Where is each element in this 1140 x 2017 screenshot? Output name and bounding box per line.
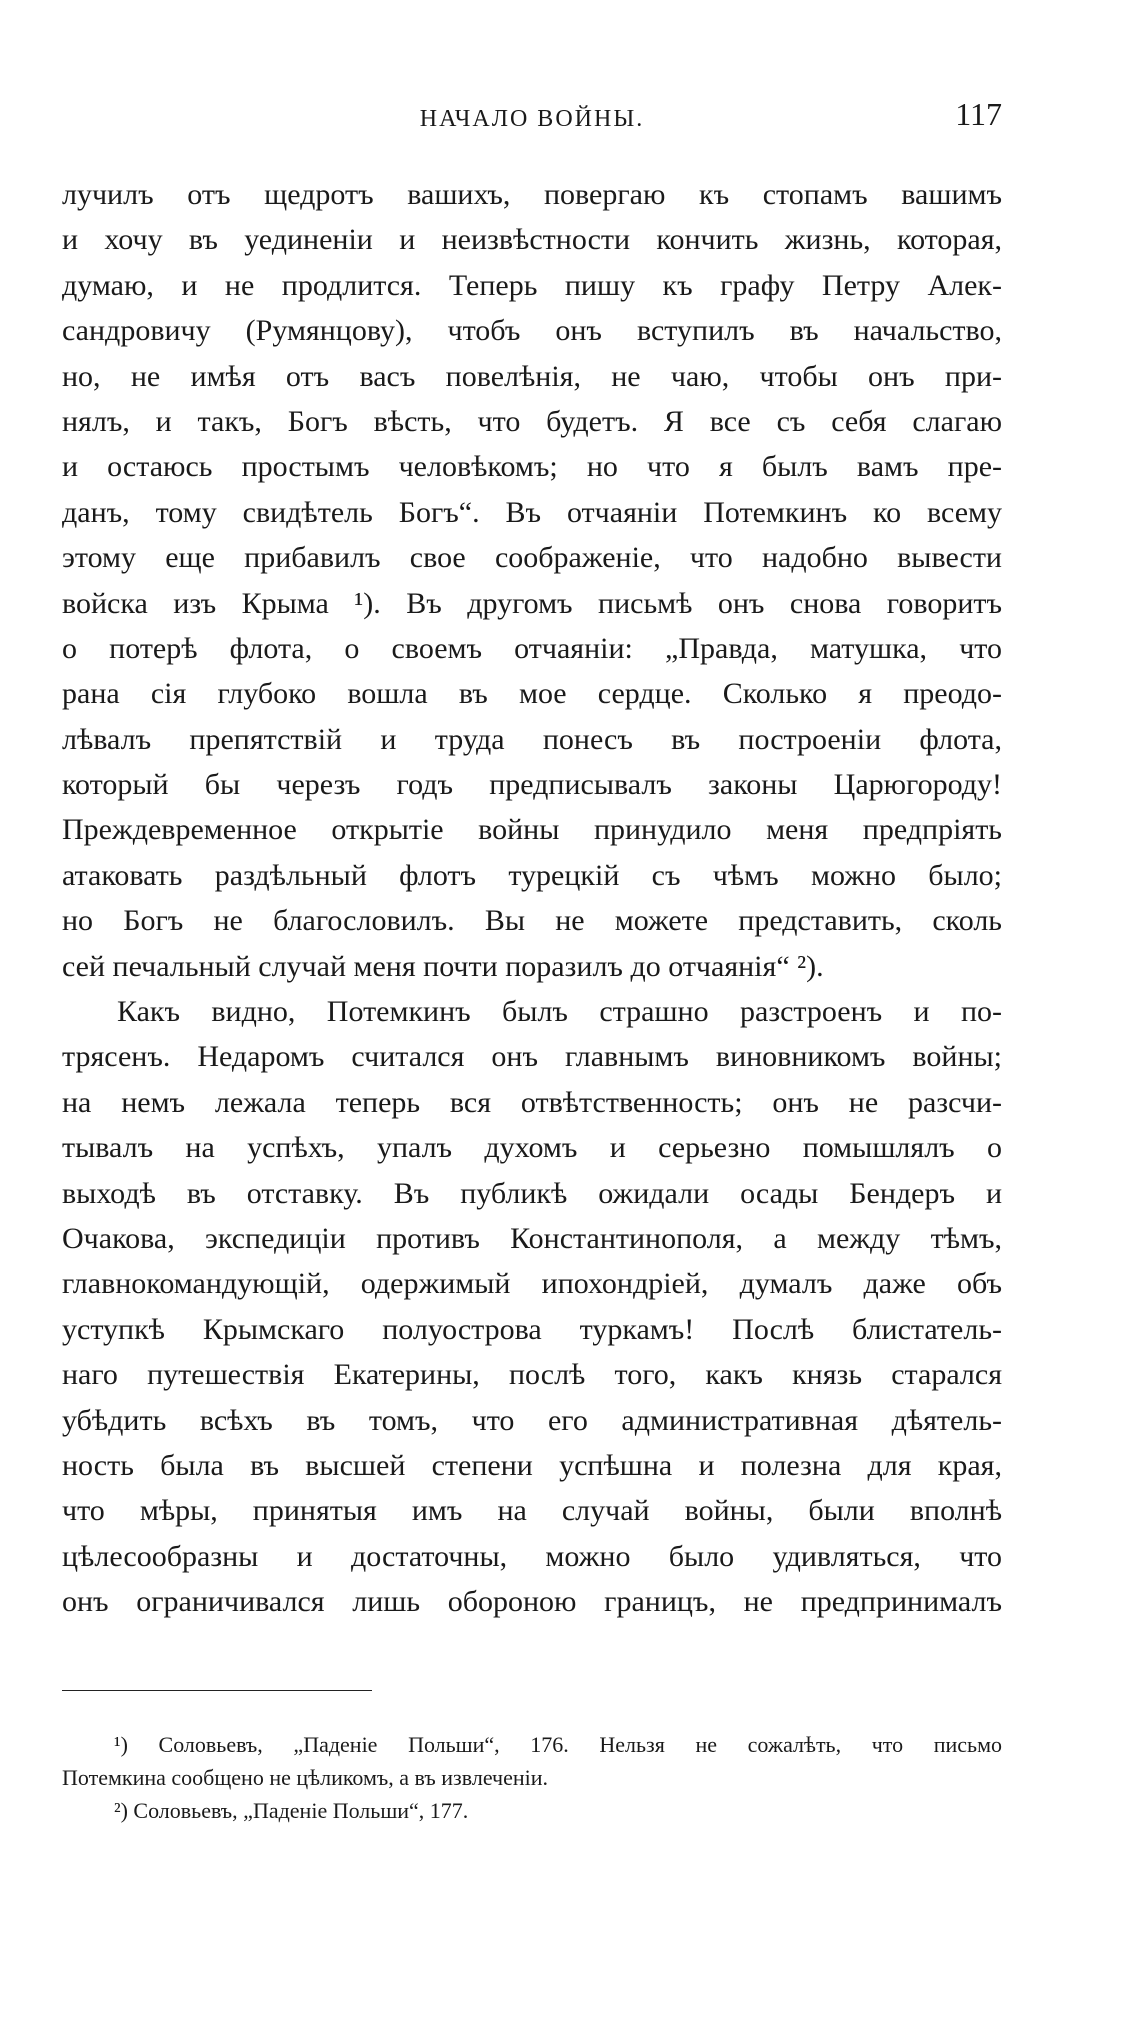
text-line: рана сія глубоко вошла въ мое сердце. Сколько я преодо- <box>62 677 1002 711</box>
text-line: уступкѣ Крымскаго полуострова туркамъ! Послѣ блистатель- <box>62 1312 1002 1346</box>
text-line: наго путешествія Екатерины, послѣ того, какъ князь старался <box>62 1358 1002 1392</box>
footnotes <box>62 1728 1002 1827</box>
footnote-line: ¹) Соловьевъ, „Паденіе Польши“, 176. Нельзя не сожалѣть, что письмо <box>114 1732 1002 1757</box>
text-line: лѣвалъ препятствій и труда понесъ въ построеніи флота, <box>62 722 1002 756</box>
text-line: сей печальный случай меня почти поразилъ до отчаянія“ ²). <box>62 949 824 983</box>
text-line: данъ, тому свидѣтель Богъ“. Въ отчаяніи Потемкинъ ко всему <box>62 495 1002 529</box>
text-line: атаковать раздѣльный флотъ турецкій съ чѣмъ можно было; <box>62 858 1002 892</box>
text-line: который бы черезъ годъ предписывалъ законы Царюгороду! <box>62 768 1002 802</box>
text-line: что мѣры, принятыя имъ на случай войны, были вполнѣ <box>62 1494 1002 1528</box>
running-title: НАЧАЛО ВОЙНЫ. <box>419 106 645 132</box>
text-line: думаю, и не продлится. Теперь пишу къ графу Петру Алек- <box>62 268 1002 302</box>
text-line: и хочу въ уединеніи и неизвѣстности кончить жизнь, которая, <box>62 223 1002 257</box>
text-line: трясенъ. Недаромъ считался онъ главнымъ виновникомъ войны; <box>62 1040 1002 1074</box>
footnote-line: ²) Соловьевъ, „Паденіе Польши“, 177. <box>114 1798 469 1823</box>
text-line: ность была въ высшей степени успѣшна и полезна для края, <box>62 1448 1002 1482</box>
text-line: но, не имѣя отъ васъ повелѣнія, не чаю, чтобы онъ при- <box>62 359 1002 393</box>
text-line: убѣдить всѣхъ въ томъ, что его административная дѣятель- <box>62 1403 1002 1437</box>
text-line: этому еще прибавилъ свое соображеніе, что надобно вывести <box>62 541 1002 575</box>
text-line: и остаюсь простымъ человѣкомъ; но что я былъ вамъ пре- <box>62 450 1002 484</box>
page-number: 117 <box>955 96 1002 132</box>
text-line: онъ ограничивался лишь обороною границъ, не предпринималъ <box>62 1585 1002 1619</box>
text-line: на немъ лежала теперь вся отвѣтственность; онъ не разсчи- <box>62 1085 1002 1119</box>
text-line: Очакова, экспедиціи противъ Константинополя, а между тѣмъ, <box>62 1221 1002 1255</box>
text-line: тывалъ на успѣхъ, упалъ духомъ и серьезно помышлялъ о <box>62 1131 1002 1165</box>
text-line: о потерѣ флота, о своемъ отчаяніи: „Правда, матушка, что <box>62 631 1002 665</box>
text-line: войска изъ Крыма ¹). Въ другомъ письмѣ онъ снова говоритъ <box>62 586 1002 620</box>
footnote-rule <box>62 1690 372 1691</box>
text-line: главнокомандующій, одержимый ипохондріей, думалъ даже объ <box>62 1267 1002 1301</box>
text-line: сандровичу (Румянцову), чтобъ онъ вступилъ въ начальство, <box>62 314 1002 348</box>
text-line: но Богъ не благословилъ. Вы не можете представить, сколь <box>62 904 1002 938</box>
text-line: цѣлесообразны и достаточны, можно было удивляться, что <box>62 1539 1002 1573</box>
text-line: нялъ, и такъ, Богъ вѣсть, что будетъ. Я все съ себя слагаю <box>62 404 1002 438</box>
body-text <box>62 172 1002 1625</box>
text-line: Преждевременное открытіе войны принудило меня предпріять <box>62 813 1002 847</box>
footnote-line: Потемкина сообщено не цѣликомъ, а въ извлеченіи. <box>62 1765 549 1790</box>
text-line: выходѣ въ отставку. Въ публикѣ ожидали осады Бендеръ и <box>62 1176 1002 1210</box>
text-line: лучилъ отъ щедротъ вашихъ, повергаю къ стопамъ вашимъ <box>62 178 1002 211</box>
running-head <box>62 96 1002 140</box>
text-line: Какъ видно, Потемкинъ былъ страшно разстроенъ и по- <box>117 995 1002 1029</box>
